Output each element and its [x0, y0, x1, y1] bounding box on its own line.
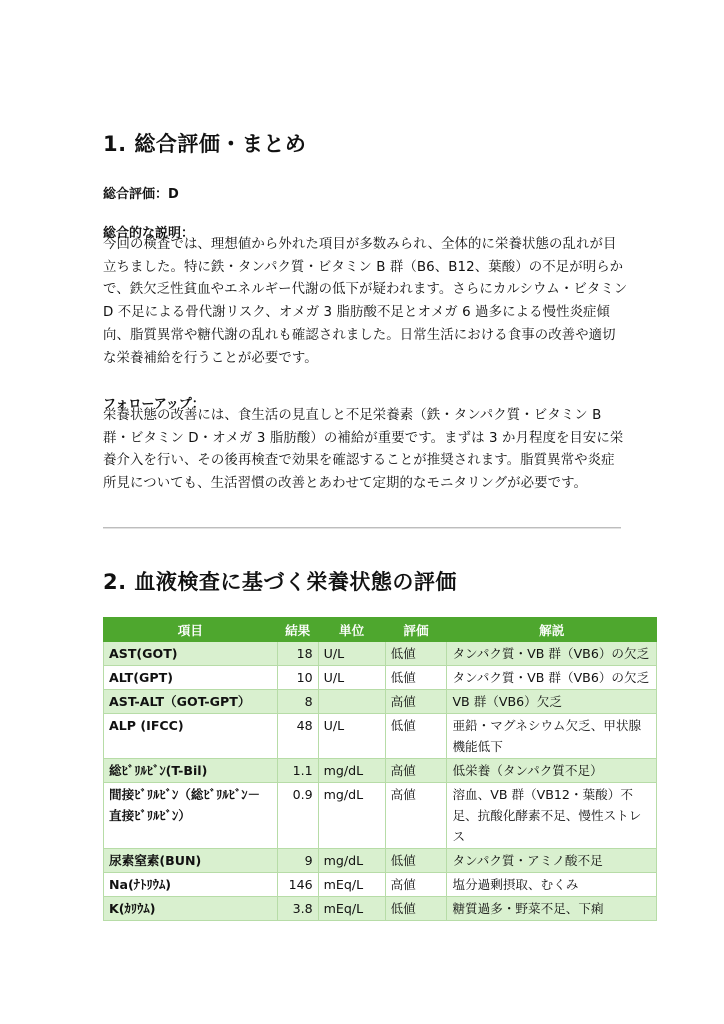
section1-title: 1. 総合評価・まとめ [103, 132, 307, 156]
cell-note: VB 群（VB6）欠乏 [447, 690, 657, 714]
header-result: 結果 [277, 618, 318, 642]
cell-eval: 低値 [385, 897, 447, 921]
cell-unit: U/L [318, 666, 385, 690]
cell-item: 尿素窒素(BUN) [104, 849, 278, 873]
cell-result: 1.1 [277, 759, 318, 783]
cell-eval: 高値 [385, 783, 447, 849]
cell-unit: mg/dL [318, 849, 385, 873]
cell-result: 48 [277, 714, 318, 759]
summary-text: 今回の検査では、理想値から外れた項目が多数みられ、全体的に栄養状態の乱れが目立ちました。特に鉄・タンパク質・ビタミン B 群（B6、B12、葉酸）の不足が明らかで、鉄欠乏性貧血やエネルギー代謝の低下が疑われます。さらにカルシウム・ビタミン D 不足による骨代謝リスク、オメガ 3 脂肪酸不足とオメガ 6 過多による慢性炎症傾向、脂質異常や糖代謝の乱れも確認されました。日常生活における食事の改善や適切な栄養補給を行うことが必要です。 [103, 237, 628, 366]
cell-item: AST(GOT) [104, 642, 278, 666]
cell-item: ALP (IFCC) [104, 714, 278, 759]
overall-grade: 総合評価：D [103, 187, 179, 202]
cell-note: 塩分過剰摂取、むくみ [447, 873, 657, 897]
cell-note: タンパク質・VB 群（VB6）の欠乏 [447, 642, 657, 666]
section-divider [103, 527, 621, 529]
cell-eval: 高値 [385, 759, 447, 783]
followup-label: フォローアップ： [103, 397, 205, 412]
cell-note: タンパク質・アミノ酸不足 [447, 849, 657, 873]
cell-result: 8 [277, 690, 318, 714]
header-note: 解説 [447, 618, 657, 642]
cell-unit [318, 690, 385, 714]
cell-result: 146 [277, 873, 318, 897]
cell-note: 溶血、VB 群（VB12・葉酸）不足、抗酸化酵素不足、慢性ストレス [447, 783, 657, 849]
cell-result: 10 [277, 666, 318, 690]
cell-note: 低栄養（タンパク質不足） [447, 759, 657, 783]
summary-label: 総合的な説明： [103, 226, 195, 241]
cell-unit: mg/dL [318, 783, 385, 849]
header-unit: 単位 [318, 618, 385, 642]
cell-result: 0.9 [277, 783, 318, 849]
cell-unit: mg/dL [318, 759, 385, 783]
cell-unit: U/L [318, 714, 385, 759]
table-row [104, 759, 657, 783]
cell-item: 間接ﾋﾞﾘﾙﾋﾞﾝ（総ﾋﾞﾘﾙﾋﾞﾝ－直接ﾋﾞﾘﾙﾋﾞﾝ） [104, 783, 278, 849]
table-row [104, 783, 657, 849]
cell-eval: 低値 [385, 849, 447, 873]
followup-text: 栄養状態の改善には、食生活の見直しと不足栄養素（鉄・タンパク質・ビタミン B 群・ビタミン D・オメガ 3 脂肪酸）の補給が重要です。まずは 3 か月程度を目安に栄養介入を行い、その後再検査で効果を確認することが推奨されます。脂質異常や炎症所見についても、生活習慣の改善とあわせて定期的なモニタリングが必要です。 [103, 408, 624, 492]
cell-result: 3.8 [277, 897, 318, 921]
cell-note: タンパク質・VB 群（VB6）の欠乏 [447, 666, 657, 690]
cell-item: AST-ALT（GOT-GPT） [104, 690, 278, 714]
table-row [104, 642, 657, 666]
cell-eval: 高値 [385, 873, 447, 897]
table-row [104, 690, 657, 714]
cell-eval: 高値 [385, 690, 447, 714]
cell-item: K(ｶﾘｳﾑ) [104, 897, 278, 921]
header-eval: 評価 [385, 618, 447, 642]
blood-test-table [103, 617, 657, 921]
cell-eval: 低値 [385, 714, 447, 759]
table-row [104, 666, 657, 690]
header-item: 項目 [104, 618, 278, 642]
cell-eval: 低値 [385, 642, 447, 666]
table-row [104, 897, 657, 921]
table-row [104, 849, 657, 873]
cell-note: 亜鉛・マグネシウム欠乏、甲状腺機能低下 [447, 714, 657, 759]
cell-result: 9 [277, 849, 318, 873]
section2-title: 2. 血液検査に基づく栄養状態の評価 [103, 570, 457, 594]
table-header-row [104, 618, 657, 642]
cell-item: Na(ﾅﾄﾘｳﾑ) [104, 873, 278, 897]
cell-unit: mEq/L [318, 873, 385, 897]
cell-eval: 低値 [385, 666, 447, 690]
cell-result: 18 [277, 642, 318, 666]
cell-item: 総ﾋﾞﾘﾙﾋﾞﾝ(T-Bil) [104, 759, 278, 783]
cell-note: 糖質過多・野菜不足、下痢 [447, 897, 657, 921]
cell-item: ALT(GPT) [104, 666, 278, 690]
table-row [104, 714, 657, 759]
table-row [104, 873, 657, 897]
cell-unit: mEq/L [318, 897, 385, 921]
cell-unit: U/L [318, 642, 385, 666]
